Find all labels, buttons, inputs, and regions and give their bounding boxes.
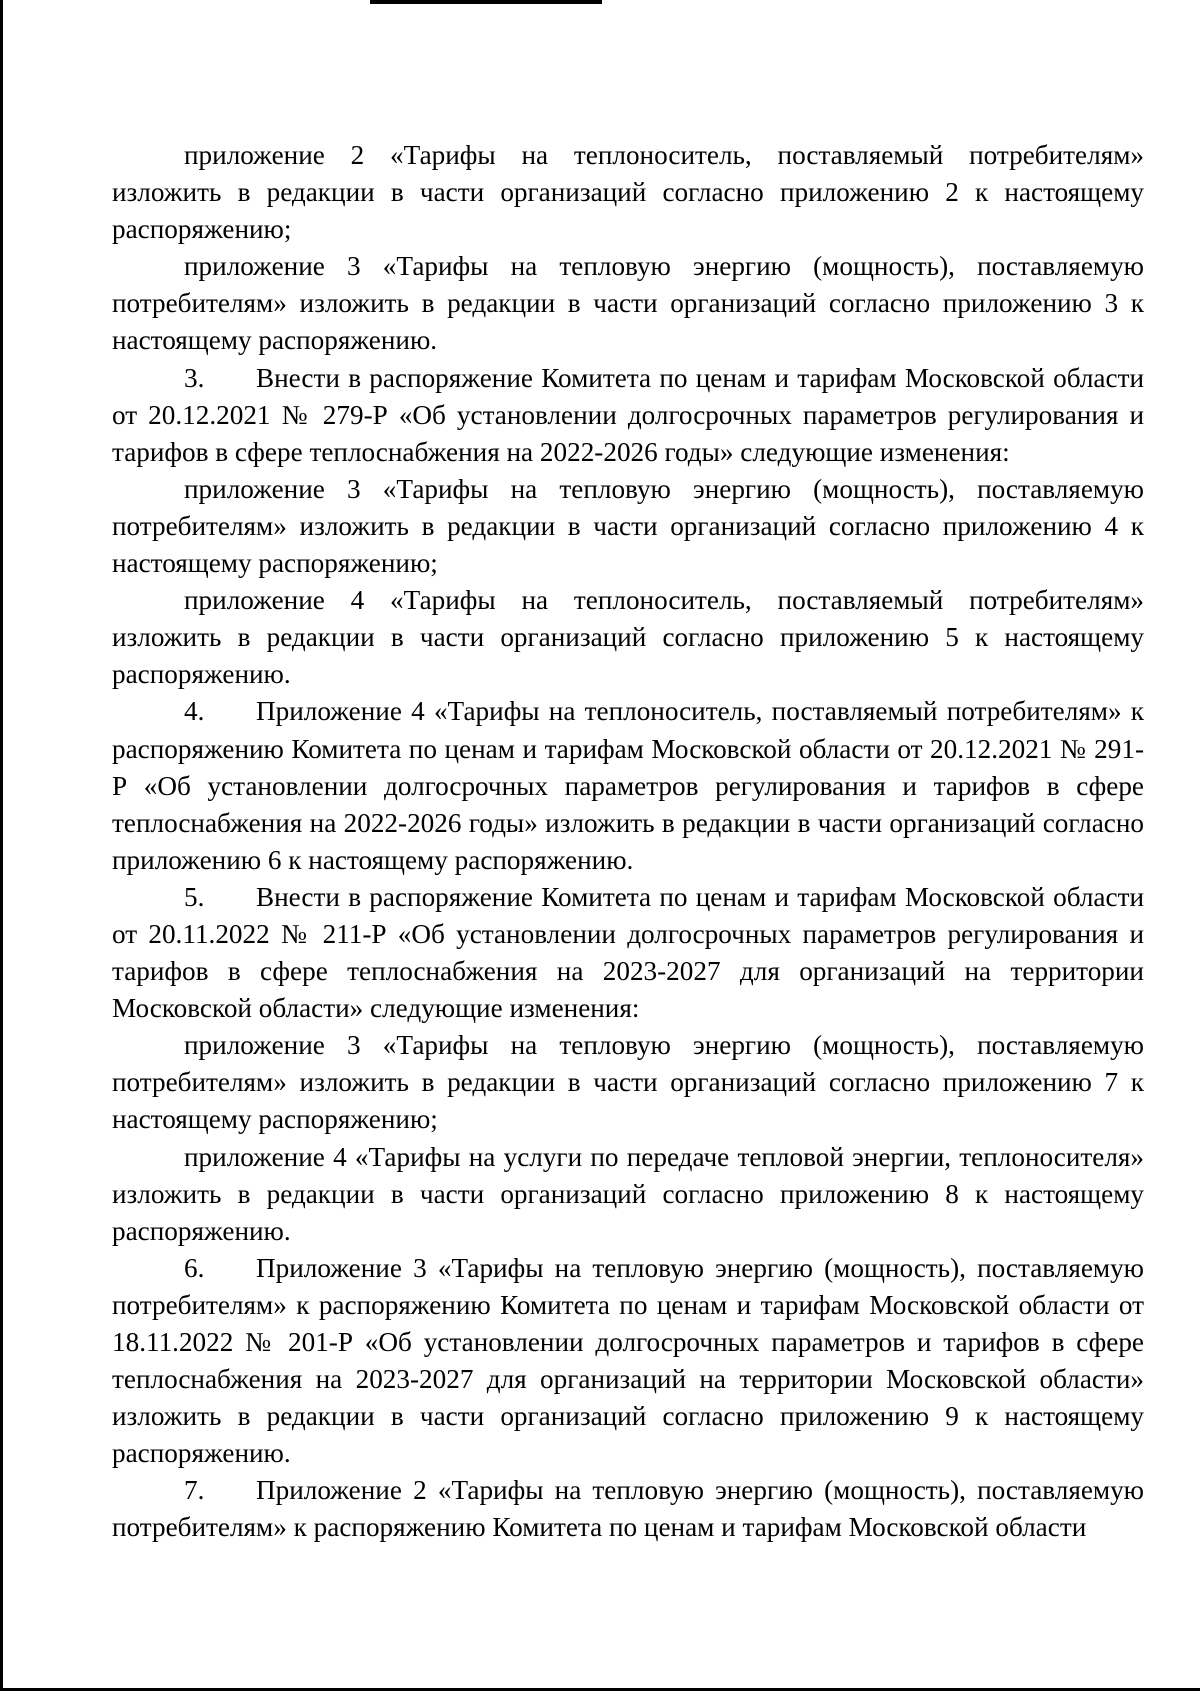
paragraph-text: Приложение 3 «Тарифы на тепловую энергию (мощность), поставляемую потребителям» к распоряжению Комитета по ценам и тарифам Московской области от 18.11.2022 № 201-Р «Об установлении долгосрочных параметров и тарифов в сфере теплоснабжения на 2023-2027 для организаций на территории Московской области» изложить в редакции в части организаций согласно приложению 9 к настоящему распоряжению. [112, 1252, 1144, 1469]
paragraph-text: Внести в распоряжение Комитета по ценам и тарифам Московской области от 20.12.2021 № 279-Р «Об установлении долгосрочных параметров регулирования и тарифов в сфере теплоснабжения на 2022-2026 годы» следующие изменения: [112, 362, 1144, 467]
paragraph-number: 6. [184, 1252, 205, 1283]
paragraph [112, 582, 1144, 693]
numbered-paragraph [112, 879, 1144, 1027]
numbered-paragraph [112, 360, 1144, 471]
paragraph-text: приложение 3 «Тарифы на тепловую энергию (мощность), поставляемую потребителям» изложить в редакции в части организаций согласно приложению 4 к настоящему распоряжению; [112, 473, 1144, 579]
paragraph-text: Внести в распоряжение Комитета по ценам и тарифам Московской области от 20.11.2022 № 211-Р «Об установлении долгосрочных параметров регулирования и тарифов в сфере теплоснабжения на 2023-2027 для организаций на территории Московской области» следующие изменения: [112, 881, 1144, 1024]
paragraph-number: 5. [184, 881, 205, 912]
paragraph-text: приложение 4 «Тарифы на услуги по передаче тепловой энергии, теплоносителя» изложить в редакции в части организаций согласно приложению 8 к настоящему распоряжению. [112, 1141, 1144, 1246]
paragraph-text: приложение 4 «Тарифы на теплоноситель, поставляемый потребителям» изложить в редакции в части организаций согласно приложению 5 к настоящему распоряжению. [112, 585, 1144, 690]
paragraph [112, 248, 1144, 359]
paragraph-text: Приложение 4 «Тарифы на теплоноситель, поставляемый потребителям» к распоряжению Комитета по ценам и тарифам Московской области от 20.12.2021 № 291-Р «Об установлении долгосрочных параметров регулирования и тарифов в сфере теплоснабжения на 2022-2026 годы» изложить в редакции в части организаций согласно приложению 6 к настоящему распоряжению. [112, 696, 1144, 875]
paragraph [112, 471, 1144, 582]
paragraph-text: Приложение 2 «Тарифы на тепловую энергию (мощность), поставляемую потребителям» к распоряжению Комитета по ценам и тарифам Московской области [112, 1475, 1144, 1543]
paragraph-number: 7. [184, 1475, 205, 1506]
scan-left-edge [0, 0, 3, 1691]
numbered-paragraph [112, 1472, 1144, 1546]
top-rule [370, 0, 602, 4]
paragraph-number: 3. [184, 362, 205, 393]
document-body [112, 137, 1144, 1547]
paragraph [112, 1139, 1144, 1250]
paragraph-text: приложение 3 «Тарифы на тепловую энергию (мощность), поставляемую потребителям» изложить в редакции в части организаций согласно приложению 3 к настоящему распоряжению. [112, 251, 1144, 356]
paragraph [112, 137, 1144, 248]
paragraph-text: приложение 2 «Тарифы на теплоноситель, поставляемый потребителям» изложить в редакции в части организаций согласно приложению 2 к настоящему распоряжению; [112, 140, 1144, 245]
numbered-paragraph [112, 1250, 1144, 1473]
paragraph-text: приложение 3 «Тарифы на тепловую энергию (мощность), поставляемую потребителям» изложить в редакции в части организаций согласно приложению 7 к настоящему распоряжению; [112, 1030, 1144, 1135]
paragraph-number: 4. [184, 696, 205, 727]
numbered-paragraph [112, 693, 1144, 878]
paragraph [112, 1027, 1144, 1138]
